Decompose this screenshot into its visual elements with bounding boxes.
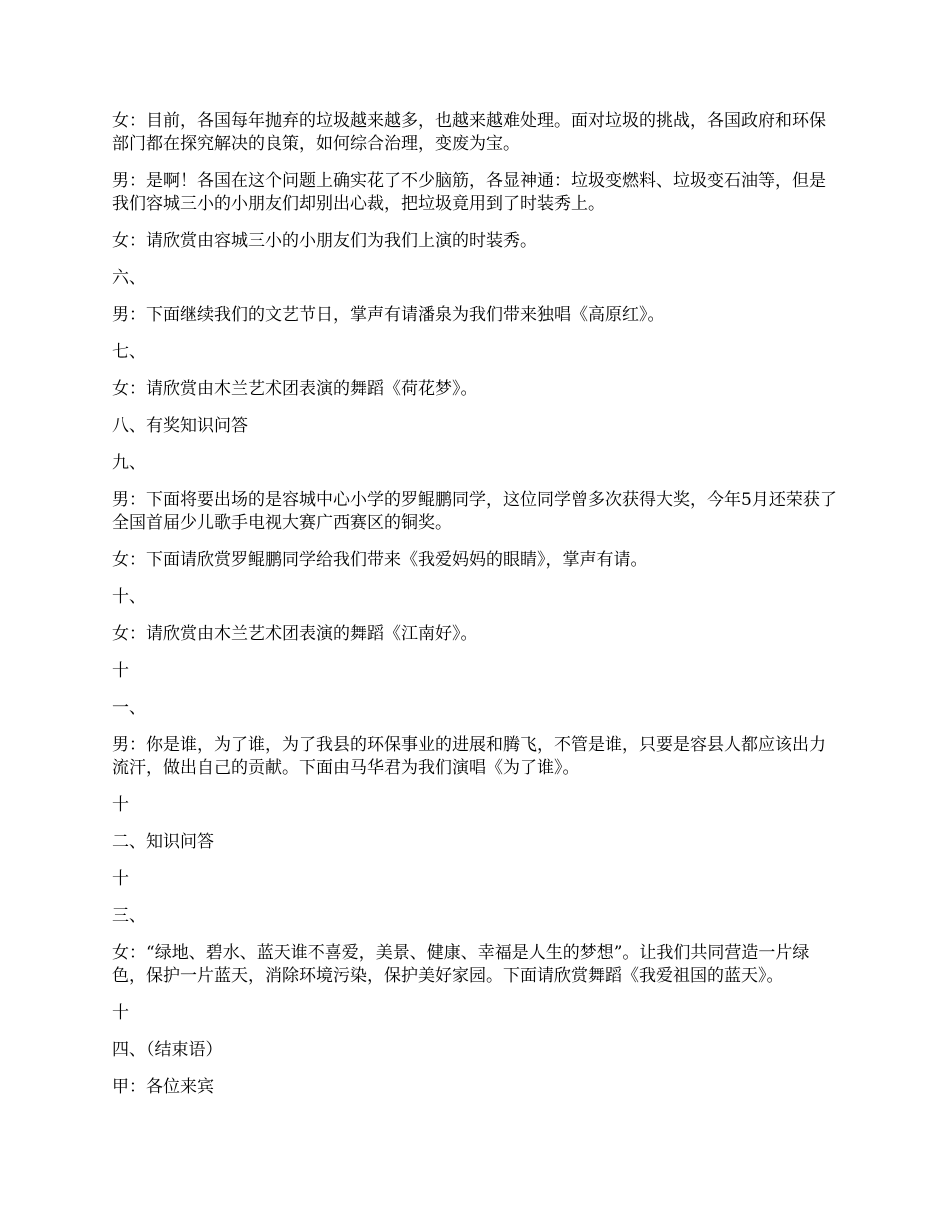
- section-heading: 一、: [112, 698, 146, 718]
- paragraph: 女：“绿地、碧水、蓝天谁不喜爱，美景、健康、幸福是人生的梦想”。让我们共同营造一片绿色，保护一片蓝天，消除环境污染，保护美好家园。下面请欣赏舞蹈《我爱祖国的蓝天》。: [112, 943, 810, 986]
- paragraph: 男：下面将要出场的是容城中心小学的罗鲲鹏同学，这位同学曾多次获得大奖，今年5月还荣获了全国首届少儿歌手电视大赛广西赛区的铜奖。: [112, 490, 837, 533]
- paragraph: 女：目前，各国每年抛弃的垃圾越来越多，也越来越难处理。面对垃圾的挑战，各国政府和环保部门都在探究解决的良策，如何综合治理，变废为宝。: [112, 111, 826, 154]
- section-heading: 十: [112, 661, 129, 681]
- section-heading: 六、: [112, 268, 146, 288]
- section-heading: 三、: [112, 906, 146, 926]
- section-heading: 十: [112, 1003, 129, 1023]
- section-heading: 二、知识问答: [112, 832, 214, 852]
- paragraph: 男：下面继续我们的文艺节日，掌声有请潘泉为我们带来独唱《高原红》。: [112, 305, 665, 325]
- section-heading: 九、: [112, 453, 146, 473]
- paragraph: 女：下面请欣赏罗鲲鹏同学给我们带来《我爱妈妈的眼睛》，掌声有请。: [112, 550, 648, 570]
- paragraph: 女：请欣赏由容城三小的小朋友们为我们上演的时装秀。: [112, 231, 537, 251]
- section-heading: 十: [112, 795, 129, 815]
- paragraph: 女：请欣赏由木兰艺术团表演的舞蹈《江南好》。: [112, 624, 478, 644]
- section-heading: 十、: [112, 587, 146, 607]
- document-body: [112, 110, 842, 1113]
- section-heading: 八、有奖知识问答: [112, 416, 248, 436]
- paragraph: 男：你是谁，为了谁，为了我县的环保事业的进展和腾飞，不管是谁，只要是容县人都应该出力流汗，做出自己的贡献。下面由马华君为我们演唱《为了谁》。: [112, 735, 826, 778]
- paragraph: 男：是啊！各国在这个问题上确实花了不少脑筋，各显神通：垃圾变燃料、垃圾变石油等，但是我们容城三小的小朋友们却别出心裁，把垃圾竟用到了时装秀上。: [112, 171, 826, 214]
- section-heading: 十: [112, 869, 129, 889]
- paragraph: 甲：各位来宾: [112, 1077, 214, 1097]
- section-heading: 四、（结束语）: [112, 1040, 223, 1060]
- paragraph: 女：请欣赏由木兰艺术团表演的舞蹈《荷花梦》。: [112, 379, 478, 399]
- section-heading: 七、: [112, 342, 146, 362]
